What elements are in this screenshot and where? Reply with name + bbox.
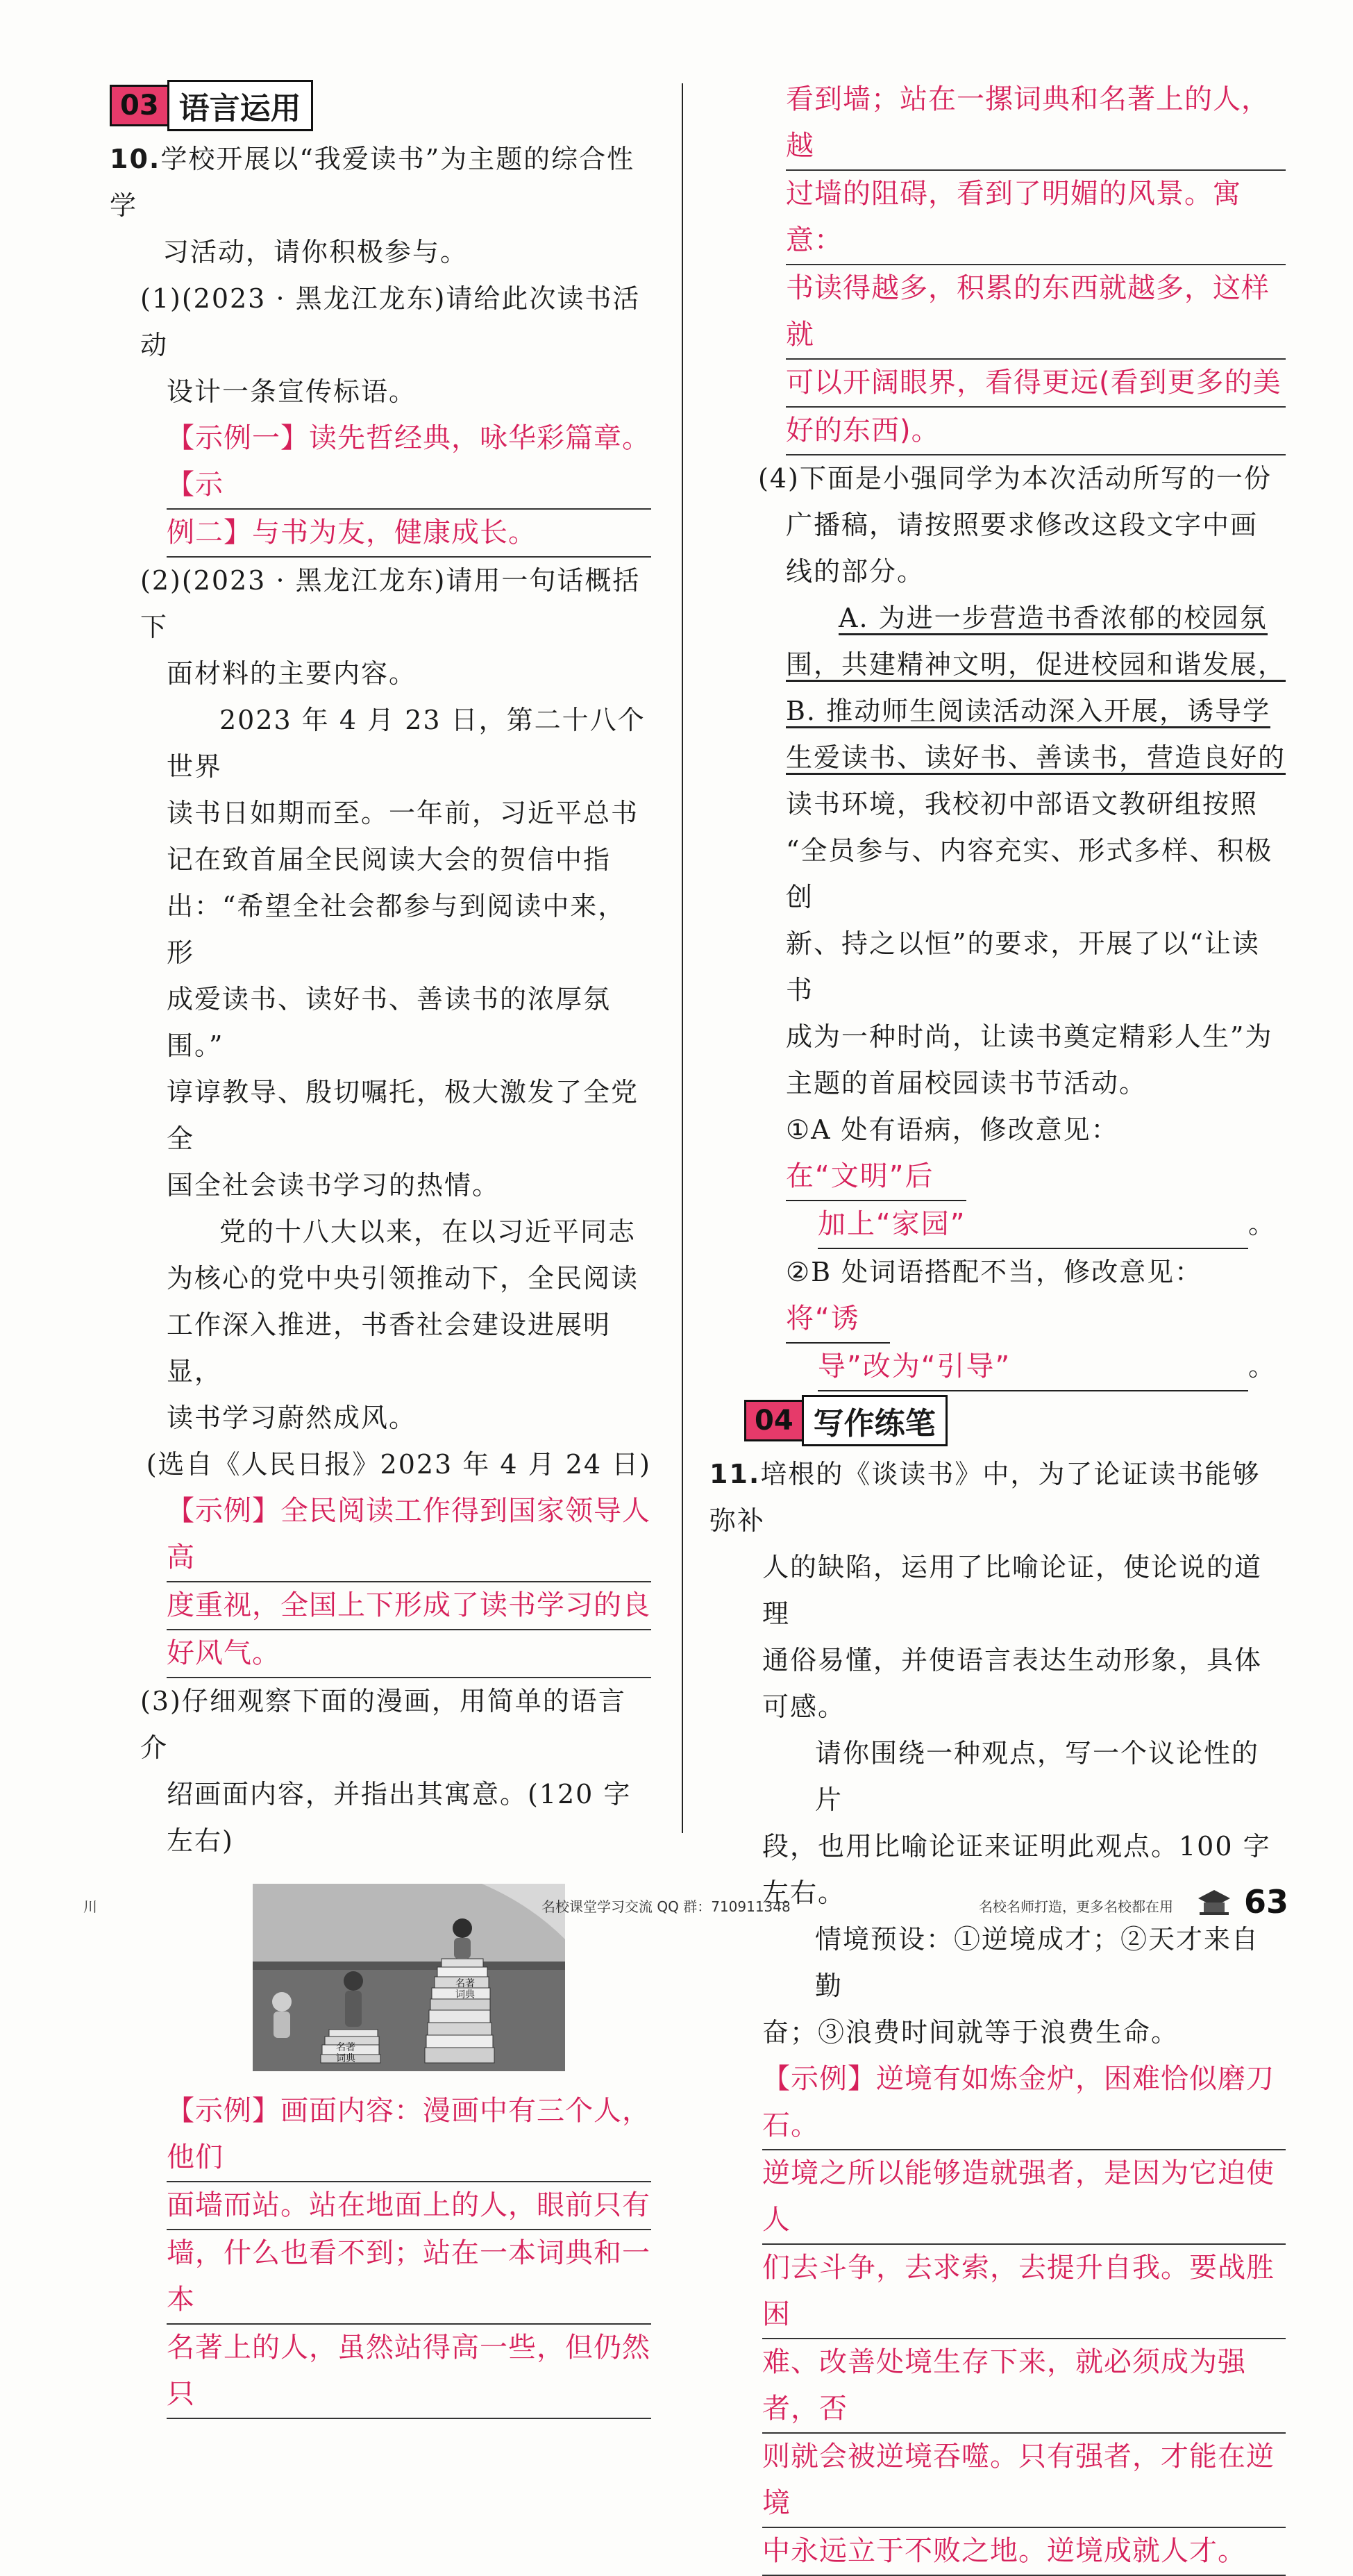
- text-line: 情境预设：①逆境成才；②天才来自勤: [815, 1924, 1260, 2001]
- answer-line: 名著上的人，虽然站得高一些，但仍然只: [167, 2325, 651, 2419]
- answer-line: 例二】与书为友，健康成长。: [167, 510, 651, 558]
- answer-4b-line2: [744, 1344, 1286, 1391]
- answer-line: 【示例】全民阅读工作得到国家领导人高: [167, 1488, 651, 1582]
- answer-line: 看到墙；站在一摞词典和名著上的人，越: [786, 76, 1286, 171]
- answer-3-continued: [786, 76, 1286, 455]
- material-line: 记在致首届全民阅读大会的贺信中指: [167, 844, 612, 875]
- passage-line: 读书环境，我校初中部语文教研组按照: [786, 789, 1259, 819]
- section-number: 03: [110, 85, 167, 126]
- text-line: 绍画面内容，并指出其寓意。(120 字: [167, 1779, 632, 1809]
- answer-line: 过墙的阻碍，看到了明媚的风景。寓意：: [786, 171, 1286, 265]
- book-label: 名著: [455, 1978, 475, 1989]
- text-line: 设计一条宣传标语。: [167, 376, 417, 407]
- answer-4a-blank: 加上“家园”: [818, 1201, 1248, 1249]
- text-line: 可感。: [762, 1691, 846, 1722]
- answer-line: 面墙而站。站在地面上的人，眼前只有: [167, 2182, 651, 2230]
- material-line: 国全社会读书学习的热情。: [167, 1170, 501, 1201]
- answer-4a-blank: 在“文明”后: [786, 1153, 966, 1201]
- material-line: 党的十八大以来，在以习近平同志: [219, 1216, 637, 1247]
- question-10-stem: [110, 136, 651, 229]
- material-line: 谆谆教导、殷切嘱托，极大激发了全党全: [167, 1077, 639, 1154]
- answer-line: 可以开阔眼界，看得更远(看到更多的美: [786, 360, 1286, 408]
- text-line: 线的部分。: [786, 556, 925, 587]
- section-title: 写作练笔: [802, 1395, 948, 1446]
- question-number: 11.: [709, 1459, 761, 1489]
- answer-line: 则就会被逆境吞噬。只有强者，才能在逆境: [762, 2434, 1286, 2528]
- text-line: 广播稿，请按照要求修改这段文字中画: [786, 510, 1259, 540]
- footer-left: 川: [83, 1898, 97, 1915]
- material-line: 读书日如期而至。一年前，习近平总书: [167, 798, 639, 828]
- answer-2: [167, 1488, 651, 1678]
- book-label: 词典: [336, 2053, 355, 2064]
- page-number: 63: [1244, 1883, 1289, 1921]
- answer-line: 好风气。: [167, 1630, 651, 1678]
- answer-line: 难、改善处境生存下来，就必须成为强者，否: [762, 2339, 1286, 2434]
- material-source: (选自《人民日报》2023 年 4 月 24 日): [146, 1449, 651, 1480]
- section-number: 04: [744, 1400, 802, 1441]
- underlined-text-b: 生爱读书、读好书、善读书，营造良好的: [786, 742, 1286, 775]
- text-line: 面材料的主要内容。: [167, 658, 417, 689]
- text-line: 习活动，请你积极参与。: [162, 237, 469, 267]
- subquestion-3: (3)仔细观察下面的漫画，用简单的语言介: [140, 1686, 626, 1763]
- text-line: 通俗易懂，并使语言表达生动形象，具体: [762, 1645, 1263, 1675]
- prompt-text: ①A 处有语病，修改意见：: [786, 1114, 1119, 1145]
- material-line: 工作深入推进，书香社会建设进展明显，: [167, 1310, 612, 1387]
- answer-4b-blank: 将“诱: [786, 1296, 890, 1344]
- footer-slogan: 名校名师打造，更多名校都在用: [979, 1898, 1173, 1915]
- book-label: 词典: [455, 1989, 475, 2000]
- passage-line: 新、持之以恒”的要求，开展了以“让读书: [786, 928, 1260, 1005]
- left-column: [110, 83, 651, 2419]
- text-line: 请你围绕一种观点，写一个议论性的片: [815, 1738, 1260, 1815]
- material-line: 出：“希望全社会都参与到阅读中来，形: [167, 891, 626, 968]
- subquestion-4b: [744, 1249, 1286, 1344]
- footer-qq-group: 名校课堂学习交流 QQ 群：710911348: [541, 1898, 791, 1915]
- answer-3: [167, 2088, 651, 2419]
- answer-1: [167, 415, 651, 558]
- question-11-stem: [709, 1451, 1286, 1544]
- question-number: 10.: [110, 144, 161, 174]
- text-line: 段，也用比喻论证来证明此观点。100 字: [762, 1831, 1271, 1862]
- material-line: 读书学习蔚然成风。: [167, 1403, 417, 1433]
- prompt-text: ②B 处词语搭配不当，修改意见：: [786, 1257, 1203, 1287]
- underlined-text-a: 围，共建精神文明，促进校园和谐发展，: [786, 649, 1286, 682]
- answer-line: 好的东西)。: [786, 408, 1286, 455]
- period: 。: [1248, 1351, 1277, 1382]
- text-line: 左右): [167, 1825, 234, 1856]
- answer-11: [762, 2056, 1286, 2576]
- answer-line: 度重视，全国上下形成了读书学习的良: [167, 1582, 651, 1630]
- answer-line: 墙，什么也看不到；站在一本词典和一本: [167, 2230, 651, 2325]
- material-line: 成爱读书、读好书、善读书的浓厚氛围。”: [167, 984, 612, 1061]
- answer-line: 逆境之所以能够造就强者，是因为它迫使人: [762, 2150, 1286, 2245]
- text-line: 人的缺陷，运用了比喻论证，使论说的道理: [762, 1552, 1263, 1629]
- subquestion-4a: [744, 1107, 1286, 1201]
- underlined-text-b: B. 推动师生阅读活动深入开展，诱导学: [786, 696, 1270, 728]
- underlined-text-a: A. 为进一步营造书香浓郁的校园氛: [839, 603, 1268, 635]
- subquestion-2: (2)(2023 · 黑龙江龙东)请用一句话概括下: [140, 565, 641, 642]
- material-passage: [110, 697, 651, 1488]
- answer-line: 中永远立于不败之地。逆境成就人才。: [762, 2528, 1286, 2576]
- answer-line: 们去斗争，去求索，去提升自我。要战胜困: [762, 2245, 1286, 2339]
- answer-line: 书读得越多，积累的东西就越多，这样就: [786, 265, 1286, 360]
- section-03-heading: [110, 83, 651, 128]
- book-label: 名著: [336, 2042, 355, 2053]
- material-line: 为核心的党中央引领推动下，全民阅读: [167, 1263, 639, 1294]
- text-line: 培根的《谈读书》中，为了论证读书能够弥补: [709, 1459, 1261, 1536]
- answer-line: 【示例一】读先哲经典，咏华彩篇章。【示: [167, 415, 651, 510]
- answer-line: 【示例】画面内容：漫画中有三个人，他们: [167, 2088, 651, 2182]
- text-line: 学校开展以“我爱读书”为主题的综合性学: [110, 144, 635, 221]
- right-column: [709, 76, 1289, 2576]
- passage-line: 主题的首届校园读书节活动。: [786, 1068, 1148, 1098]
- answer-4b-blank: 导”改为“引导”: [818, 1344, 1248, 1391]
- answer-line: 【示例】逆境有如炼金炉，困难恰似磨刀石。: [762, 2056, 1286, 2150]
- material-line: 2023 年 4 月 23 日，第二十八个世界: [167, 705, 646, 782]
- passage-line: “全员参与、内容充实、形式多样、积极创: [786, 835, 1273, 912]
- period: 。: [1248, 1209, 1277, 1239]
- publisher-logo-icon: [1195, 1886, 1233, 1918]
- passage-line: 成为一种时尚，让读书奠定精彩人生”为: [786, 1021, 1273, 1052]
- page-footer: [0, 1883, 1353, 1925]
- section-title: 语言运用: [167, 80, 313, 131]
- subquestion-1: (1)(2023 · 黑龙江龙东)请给此次读书活动: [140, 283, 641, 360]
- subquestion-4: (4)下面是小强同学为本次活动所写的一份: [758, 463, 1272, 494]
- text-line: 奋；③浪费时间就等于浪费生命。: [762, 2017, 1179, 2048]
- broadcast-passage: [744, 595, 1286, 1107]
- section-04-heading: [744, 1398, 1286, 1443]
- column-divider: [682, 83, 683, 1833]
- answer-4a-line2: [744, 1201, 1286, 1249]
- text-line: 左右。: [762, 1877, 846, 1908]
